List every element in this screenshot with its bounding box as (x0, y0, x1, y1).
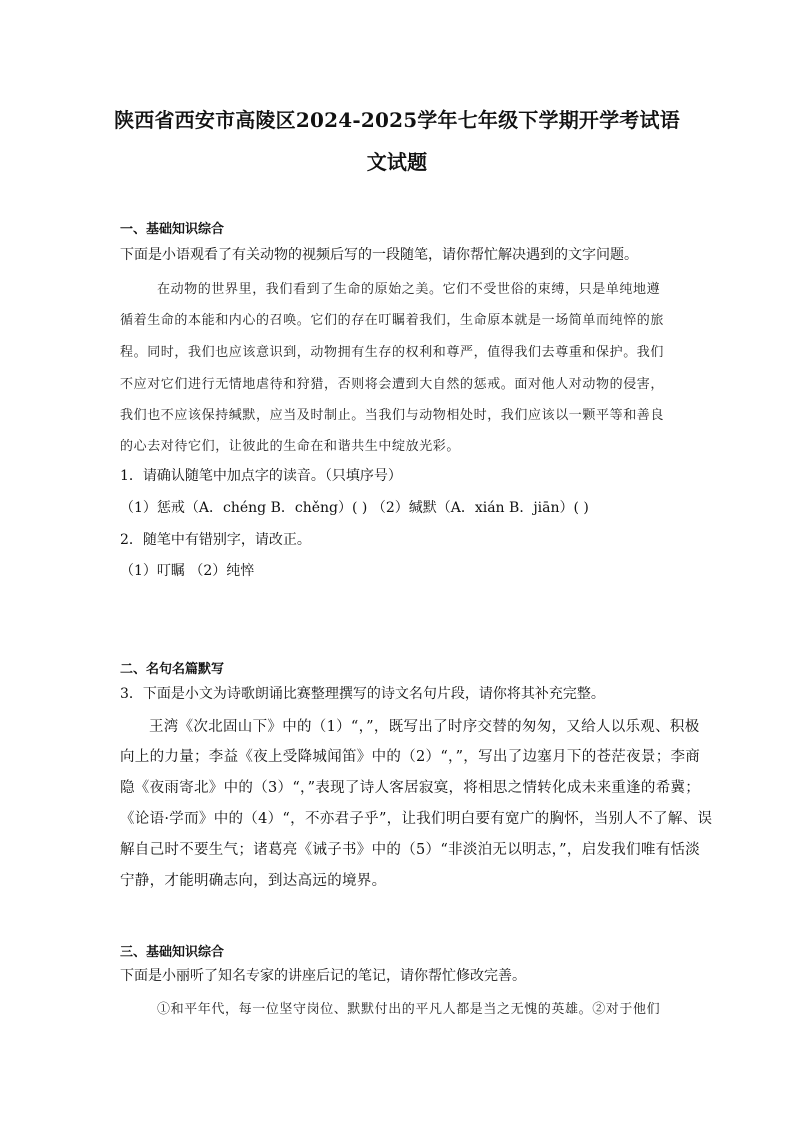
section-3-passage-line: ①和平年代，每一位坚守岗位、默默付出的平凡人都是当之无愧的英雄。②对于他们 (157, 1002, 661, 1017)
question-1: 1．请确认随笔中加点字的读音。（只填序号） (120, 468, 402, 484)
section-2-passage-line: 《论语·学而》中的（4）“，不亦君子乎”，让我们明白要有宽广的胸怀，当别人不了解、误 (120, 811, 713, 827)
section-1-passage-line: 在动物的世界里，我们看到了生命的原始之美。它们不受世俗的束缚，只是单纯地遵 (157, 282, 661, 297)
section-2-passage-line: 向上的力量；李益《夜上受降城闻笛》中的（2）“，”，写出了边塞月下的苍茫夜景；李商 (120, 749, 701, 765)
question-2-options: （1）叮瞩 （2）纯悴 (120, 563, 255, 579)
question-2: 2．随笔中有错别字，请改正。 (120, 532, 311, 548)
section-2-passage-line: 解自己时不要生气；诸葛亮《诫子书》中的（5）“非淡泊无以明志，”，启发我们唯有恬淡 (120, 842, 701, 858)
section-2-passage-line: 隐《夜雨寄北》中的（3）“，”表现了诗人客居寂寞，将相思之情转化成未来重逢的希冀； (120, 780, 701, 796)
section-1-passage-line: 程。同时，我们也应该意识到，动物拥有生存的权利和尊严，值得我们去尊重和保护。我们 (120, 345, 665, 360)
section-1-heading: 一、基础知识综合 (120, 222, 225, 237)
question-3: 3．下面是小文为诗歌朗诵比赛整理撰写的诗文名句片段，请你将其补充完整。 (120, 686, 605, 702)
section-2-passage-line: 宁静，才能明确志向，到达高远的境界。 (120, 873, 387, 889)
section-2-heading: 二、名句名篇默写 (120, 662, 225, 677)
section-1-passage-line: 不应对它们进行无情地虐待和狩猎，否则将会遭到大自然的惩戒。面对他人对动物的侵害， (120, 377, 665, 392)
section-3-intro: 下面是小丽听了知名专家的讲座后记的笔记，请你帮忙修改完善。 (120, 968, 526, 984)
section-1-intro: 下面是小语观看了有关动物的视频后写的一段随笔，请你帮忙解决遇到的文字问题。 (120, 247, 638, 263)
section-3-heading: 三、基础知识综合 (120, 945, 225, 960)
document-title-line-2: 文试题 (366, 150, 428, 174)
question-1-options: （1）惩戒（A．chéng B．chěng）( ) （2）缄默（A．xián B．jiān）( ) (120, 500, 589, 516)
document-title-line-1: 陕西省西安市高陵区2024-2025学年七年级下学期开学考试语 (114, 108, 680, 132)
section-1-passage-line: 的心去对待它们，让彼此的生命在和谐共生中绽放光彩。 (120, 439, 461, 454)
section-2-passage-line: 王湾《次北固山下》中的（1）“，”，既写出了时序交替的匆匆，又给人以乐观、积极 (149, 719, 700, 735)
section-1-passage-line: 我们也不应该保持缄默，应当及时制止。当我们与动物相处时，我们应该以一颗平等和善良 (120, 408, 665, 423)
section-1-passage-line: 循着生命的本能和内心的召唤。它们的存在叮瞩着我们，生命原本就是一场简单而纯悴的旅 (120, 313, 665, 328)
